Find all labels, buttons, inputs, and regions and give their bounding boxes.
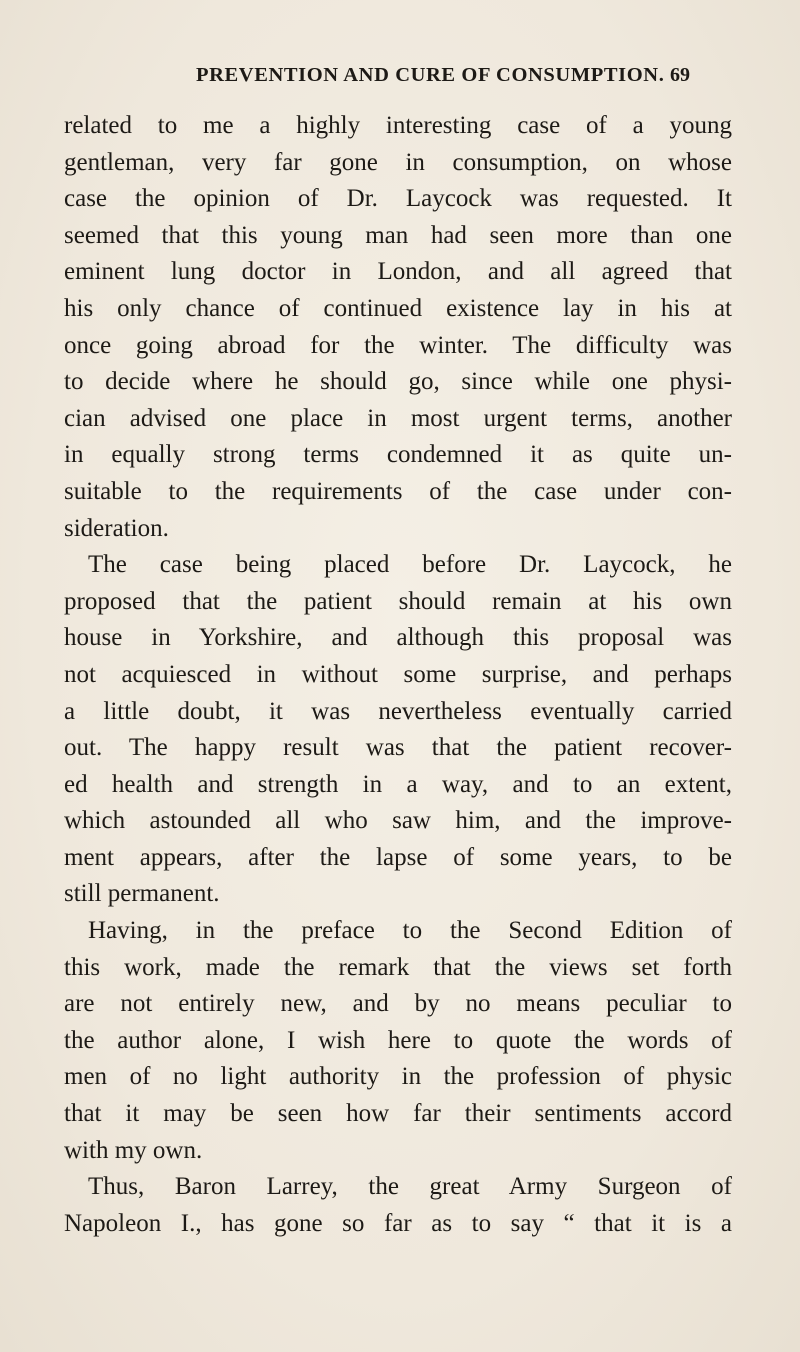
text-line: eminent lung doctor in London, and all agreed that (64, 258, 732, 286)
text-line: still permanent. (64, 880, 220, 908)
text-line: suitable to the requirements of the case under con- (64, 477, 732, 505)
text-line: that it may be seen how far their sentiments accord (64, 1100, 732, 1128)
text-line: cian advised one place in most urgent terms, another (64, 404, 732, 432)
paragraph-start-line: Thus, Baron Larrey, the great Army Surgeon of (88, 1173, 732, 1201)
text-line: not acquiesced in without some surprise, and perhaps (64, 660, 732, 688)
text-line: proposed that the patient should remain at his own (64, 587, 732, 615)
text-line: a little doubt, it was nevertheless eventually carried (64, 697, 732, 725)
text-line: house in Yorkshire, and although this proposal was (64, 624, 732, 652)
text-line: out. The happy result was that the patient recover- (64, 734, 732, 762)
running-head (0, 64, 800, 94)
text-line: which astounded all who saw him, and the improve- (64, 807, 732, 835)
body-text (64, 108, 732, 1242)
paragraph-start-line: The case being placed before Dr. Laycock, he (88, 551, 732, 579)
text-line: his only chance of continued existence lay in his at (64, 294, 732, 322)
text-line: related to me a highly interesting case of a young (64, 112, 732, 139)
text-line: are not entirely new, and by no means peculiar to (64, 990, 732, 1018)
text-line: ed health and strength in a way, and to an extent, (64, 770, 732, 798)
text-line: this work, made the remark that the views set forth (64, 953, 732, 981)
text-line: the author alone, I wish here to quote the words of (64, 1026, 732, 1054)
text-line: in equally strong terms condemned it as quite un- (64, 441, 732, 469)
text-line: with my own. (64, 1136, 203, 1164)
page-number: 69 (670, 64, 690, 86)
text-line: Napoleon I., has gone so far as to say “ that it is a (64, 1209, 732, 1237)
text-line: gentleman, very far gone in consumption, on whose (64, 148, 732, 176)
text-line: to decide where he should go, since while one physi- (64, 368, 732, 396)
text-line: ment appears, after the lapse of some years, to be (64, 843, 732, 871)
paragraph-start-line: Having, in the preface to the Second Edition of (88, 917, 732, 945)
text-line: sideration. (64, 514, 169, 542)
text-line: once going abroad for the winter. The difficulty was (64, 331, 732, 359)
running-title: PREVENTION AND CURE OF CONSUMPTION. (196, 64, 665, 86)
text-line: seemed that this young man had seen more than one (64, 221, 732, 249)
text-line: case the opinion of Dr. Laycock was requested. It (64, 185, 732, 213)
text-line: men of no light authority in the profession of physic (64, 1063, 732, 1091)
